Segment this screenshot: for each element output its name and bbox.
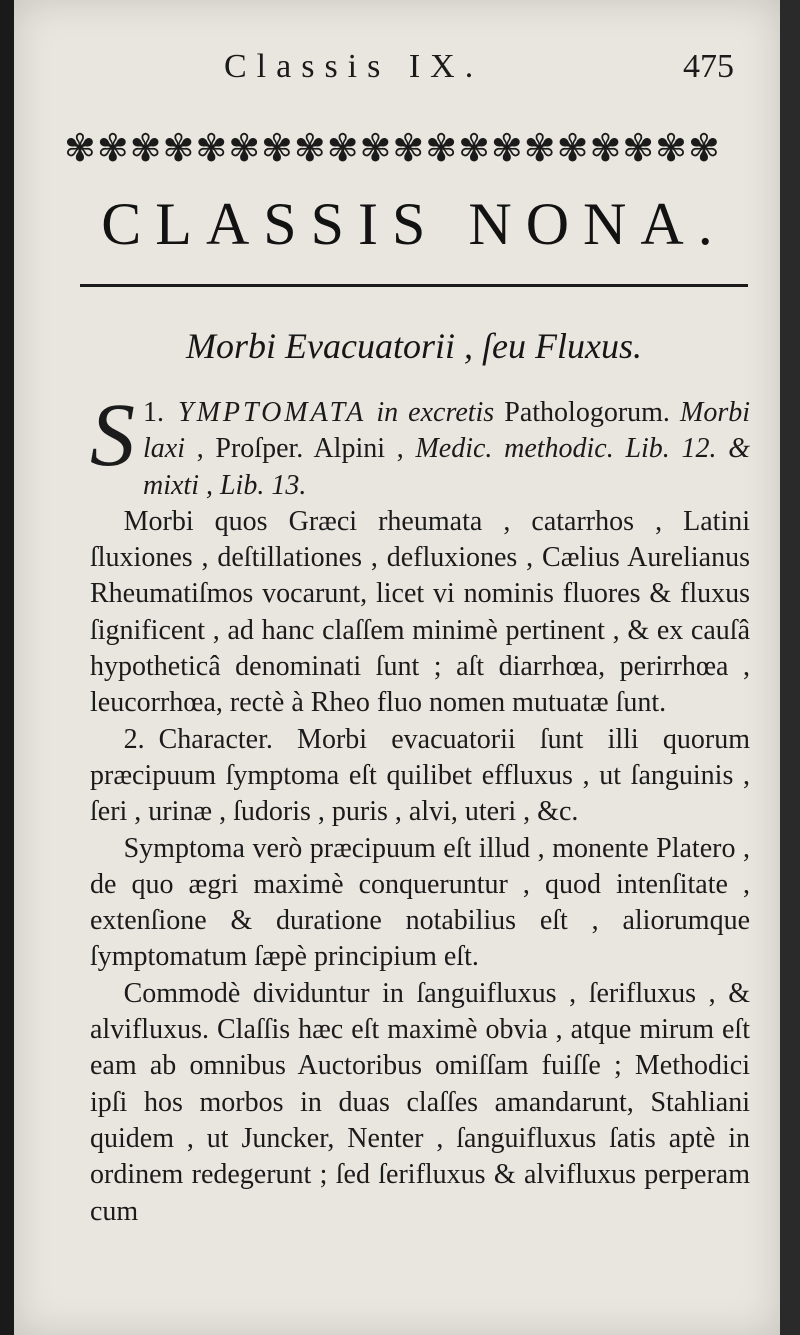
title-rule	[80, 284, 748, 287]
paragraph-1-text-d: , Proſper. Alpini ,	[185, 433, 416, 465]
paragraph-4: Symptoma verò præcipuum eſt illud , monente Platero , de quo ægri maximè conqueruntur , quod intenſitate , extenſione & duratione notabilius eſt , aliorumque ſymptomatum ſæpè principium eſt.	[90, 832, 750, 973]
paragraph-number: 1.	[143, 397, 164, 428]
paragraph-1-text-e: Medic. methodic. Lib. 12. & mixti , Lib. 13.	[143, 433, 750, 501]
page-subtitle: Morbi Evacuatorii , ſeu Fluxus.	[186, 326, 642, 366]
page-edge	[780, 0, 800, 1335]
body-text	[90, 386, 750, 1230]
drop-cap: S	[90, 386, 135, 485]
paragraph-3-text: Character. Morbi evacuatorii ſunt illi quorum præcipuum ſymptoma eſt quilibet effluxus , ut ſanguinis , ſeri , urinæ , ſudoris , puris , alvi, uteri , &c.	[90, 723, 750, 828]
running-header	[224, 48, 764, 94]
ornament-band: ✾✾✾✾✾✾✾✾✾✾✾✾✾✾✾✾✾✾✾✾	[64, 126, 721, 170]
page-number: 475	[683, 48, 734, 85]
paragraph-1-text-a: in excretis	[366, 397, 495, 428]
page-title: CLASSIS NONA.	[101, 191, 727, 257]
paragraph-1-text-b: Pathologorum.	[494, 397, 670, 428]
lead-word: YMPTOMATA	[178, 397, 367, 428]
paragraph-5: Commodè dividuntur in ſanguifluxus , ſerifluxus , & alvifluxus. Claſſis hæc eſt maximè obvia , atque mirum eſt eam ab omnibus Auctoribus omiſſam fuiſſe ; Methodici ipſi hos morbos in duas claſſes amandarunt, Stahliani quidem , ut Juncker, Nenter , ſanguifluxus ſatis aptè in ordinem redegerunt ; ſed ſerifluxus & alvifluxus perperam cum	[90, 977, 750, 1227]
paragraph-1-text-c: Morbi laxi	[143, 397, 750, 465]
book-page	[14, 0, 780, 1335]
paragraph-3	[90, 722, 750, 831]
paragraph-number: 2.	[123, 723, 145, 755]
paragraph-2: Morbi quos Græci rheumata , catarrhos , Latini ſluxiones , deſtillationes , defluxiones , Cælius Aurelianus Rheumatiſmos vocarunt, licet vi nominis fluores & fluxus ſignificent , ad hanc claſſem minimè pertinent , & ex cauſâ hypotheticâ denominati ſunt ; aſt diarrhœa, perirrhœa , leucorrhœa, rectè à Rheo fluo nomen mutuatæ ſunt.	[90, 505, 750, 719]
running-title: Classis IX.	[224, 48, 484, 85]
paragraph-1	[90, 386, 750, 504]
